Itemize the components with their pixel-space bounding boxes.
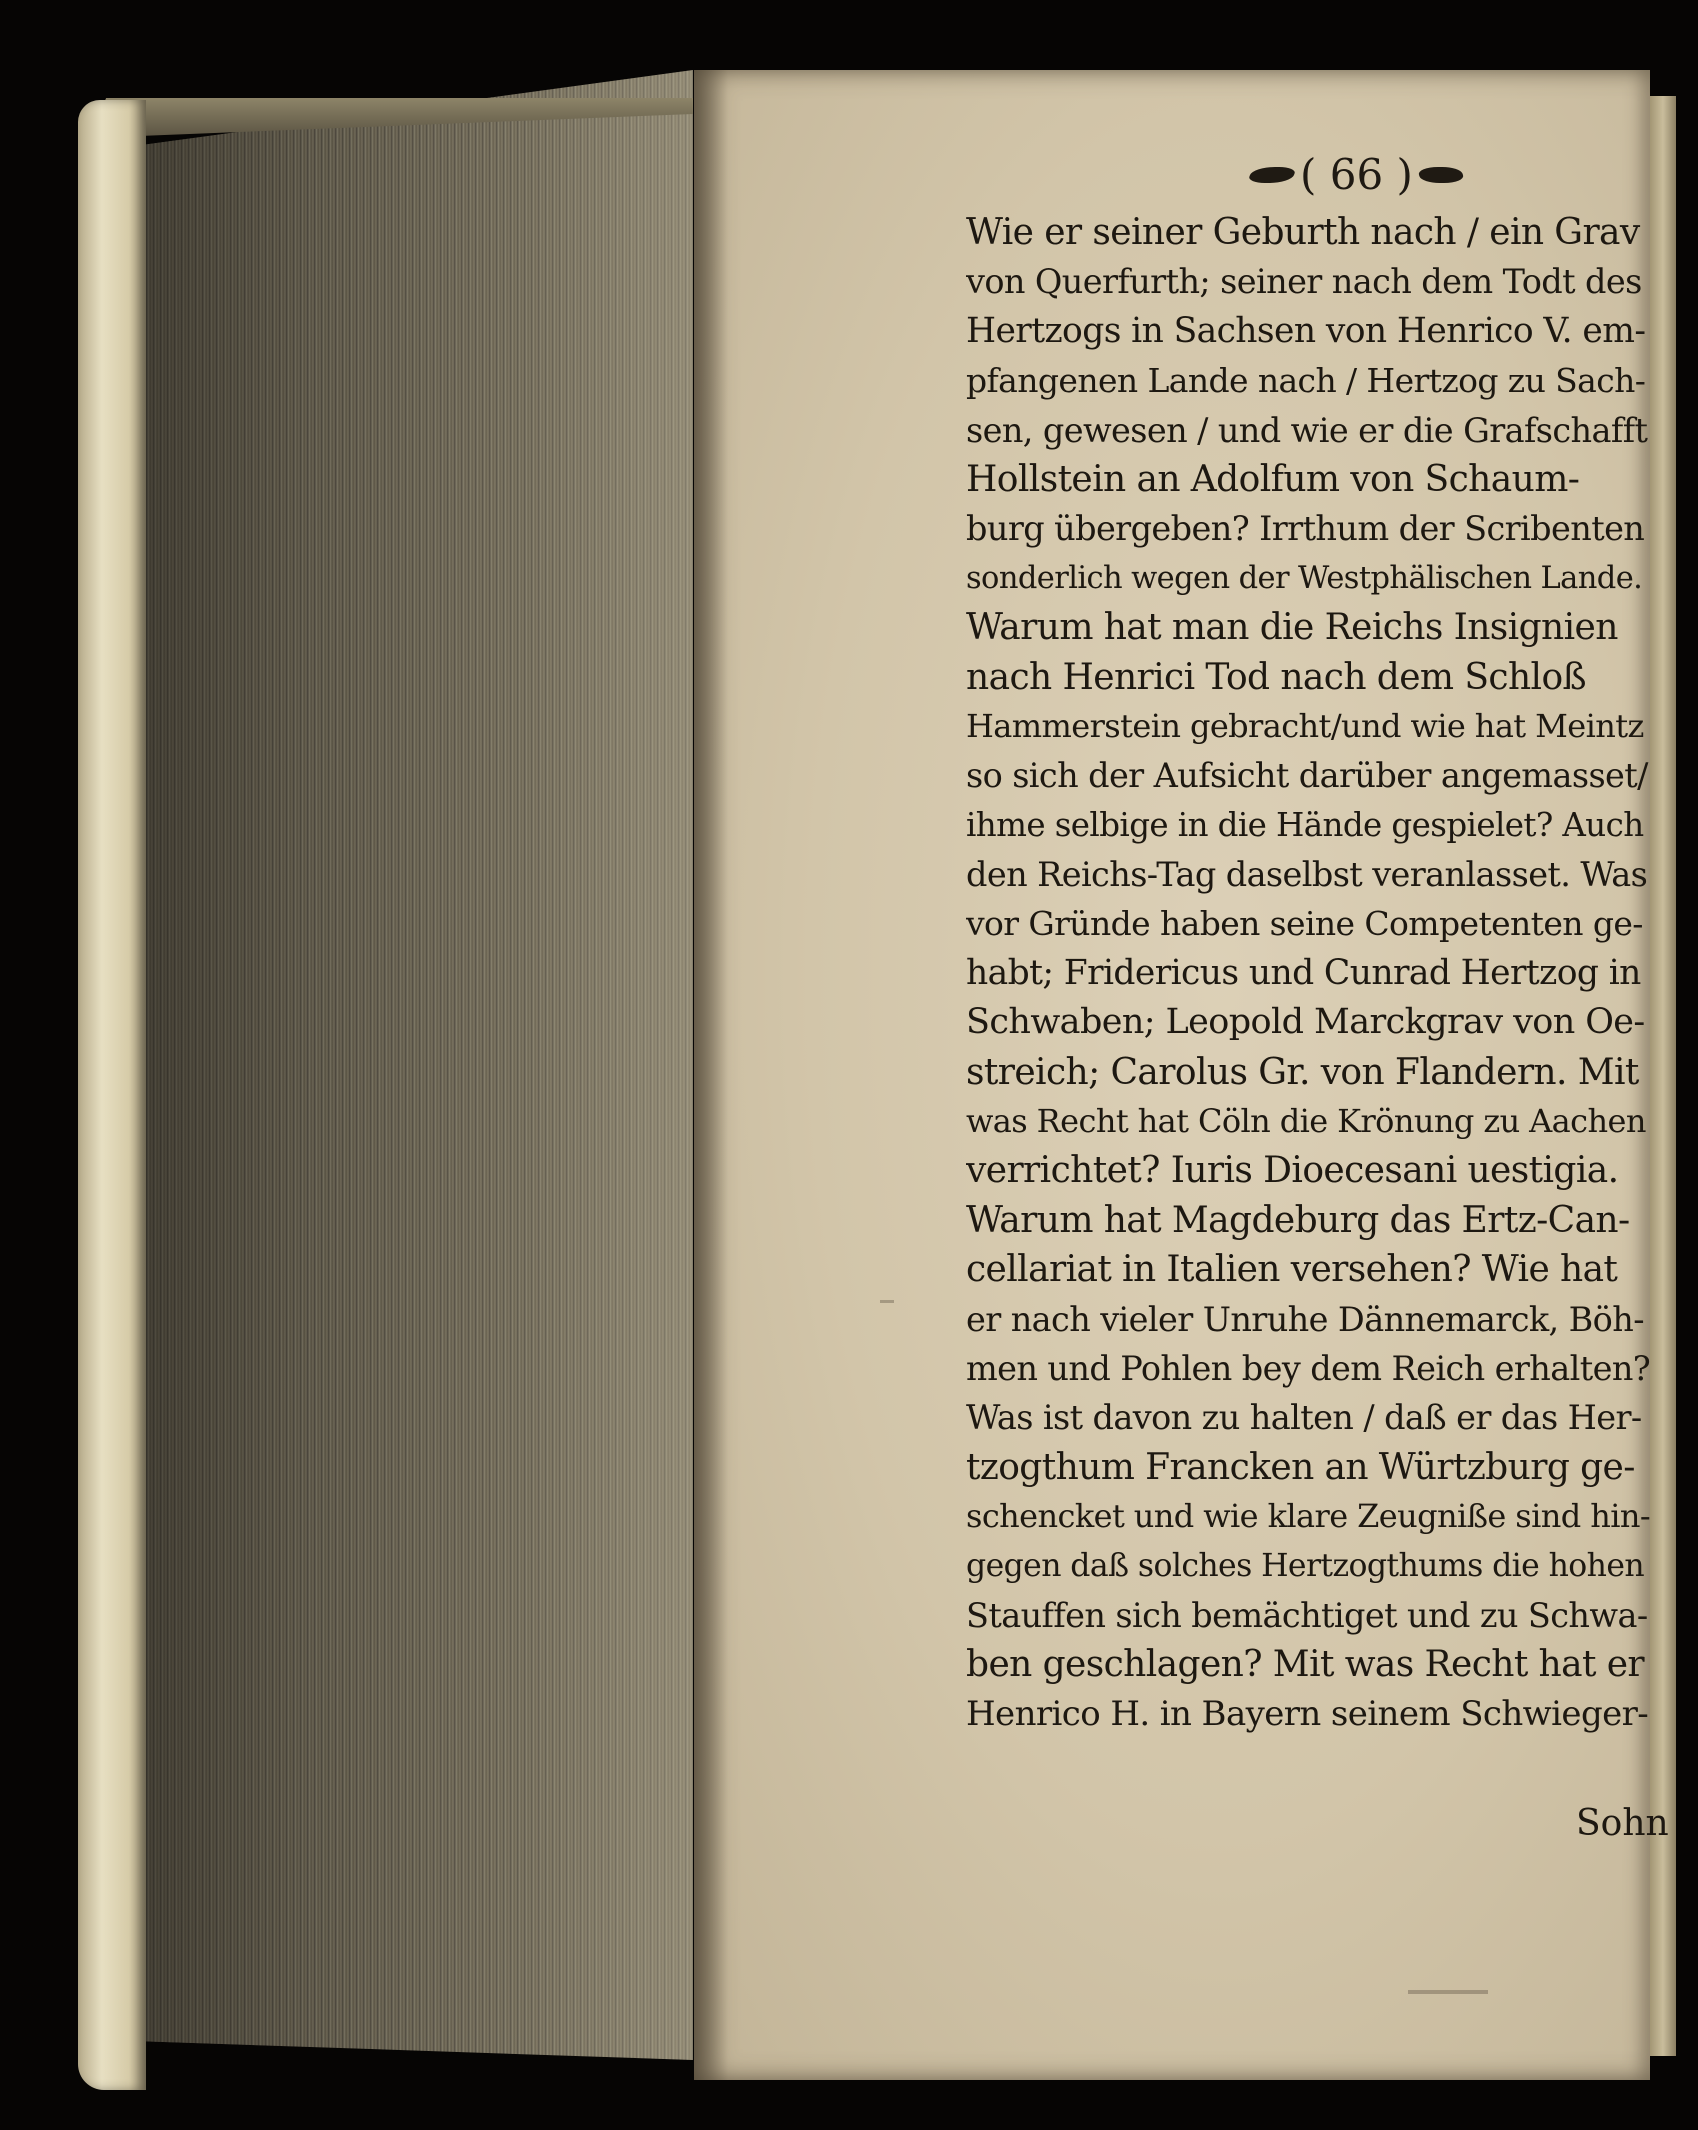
text-block (966, 208, 1650, 1739)
ornament-right-icon (1416, 167, 1466, 183)
text-line: pfangenen Lande nach / Hertzog zu Sach- (966, 361, 1646, 401)
text-line: streich; Carolus Gr. von Flandern. Mit (966, 1051, 1639, 1093)
text-line: Wie er seiner Geburth nach / ein Grav (966, 212, 1640, 253)
text-line: Hollstein an Adolfum von Schaum- (966, 458, 1580, 500)
text-line: cellariat in Italien versehen? Wie hat (966, 1249, 1618, 1291)
text-line: Was ist davon zu halten / daß er das Her- (966, 1398, 1642, 1438)
text-line: Schwaben; Leopold Marckgrav von Oe- (966, 1002, 1645, 1043)
text-line: sonderlich wegen der Westphälischen Lande. (966, 560, 1643, 596)
text-line: Warum hat man die Reichs Insignien (966, 607, 1618, 649)
text-line: was Recht hat Cöln die Krönung zu Aachen (966, 1102, 1646, 1141)
ornament-left-icon (1247, 167, 1297, 183)
text-line: Hertzogs in Sachsen von Henrico V. em- (966, 310, 1646, 351)
text-line: habt; Fridericus und Cunrad Hertzog in (966, 952, 1641, 993)
text-line: vor Gründe haben seine Competenten ge- (966, 904, 1643, 944)
text-line: verrichtet? Iuris Dioecesani uestigia. (966, 1150, 1619, 1192)
page-smudge (1408, 1990, 1488, 1994)
vellum-cover (78, 100, 146, 2090)
text-line: ben geschlagen? Mit was Recht hat er (966, 1644, 1645, 1686)
text-line: Warum hat Magdeburg das Ertz-Can- (966, 1199, 1630, 1241)
gutter-shadow (694, 70, 728, 2080)
text-line: burg übergeben? Irrthum der Scribenten (966, 509, 1645, 549)
text-line: sen, gewesen / und wie er die Grafschafft (966, 410, 1648, 450)
text-line: den Reichs-Tag daselbst veranlasset. Was (966, 855, 1648, 895)
text-line: so sich der Aufsicht darüber angemasset/ (966, 756, 1648, 796)
facing-page-edge (1650, 96, 1676, 2056)
text-line: Hammerstein gebracht/und wie hat Meintz (966, 706, 1644, 745)
page-stack-shading (108, 70, 693, 2060)
text-line: nach Henrici Tod nach dem Schloß (966, 656, 1586, 698)
catchword: Sohn (1576, 1803, 1669, 1844)
text-line: ihme selbige in die Hände gespielet? Auch (966, 805, 1644, 844)
page-number: ( 66 ) (1300, 150, 1413, 199)
text-line: von Querfurth; seiner nach dem Todt des (966, 262, 1642, 302)
page-header (1250, 150, 1480, 200)
text-line: gegen daß solches Hertzogthums die hohen (966, 1547, 1645, 1584)
text-line: schencket und wie klare Zeugniße sind hin- (966, 1497, 1650, 1536)
text-line: tzogthum Francken an Würtzburg ge- (966, 1446, 1635, 1488)
page-dash-mark (880, 1300, 894, 1303)
text-line: men und Pohlen bey dem Reich erhalten? (966, 1348, 1650, 1388)
text-line: Henrico H. in Bayern seinem Schwieger- (966, 1693, 1649, 1734)
text-line: Stauffen sich bemächtiget und zu Schwa- (966, 1595, 1648, 1635)
text-line: er nach vieler Unruhe Dännemarck, Böh- (966, 1299, 1644, 1339)
